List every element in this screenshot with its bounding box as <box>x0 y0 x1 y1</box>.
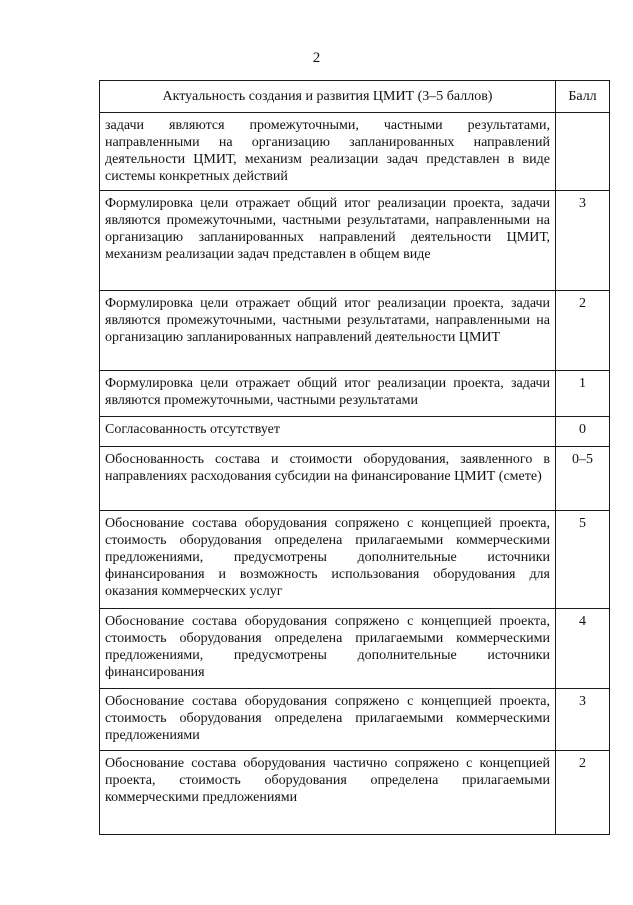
criterion-text: Согласованность отсутствует <box>100 417 556 447</box>
criterion-text: Формулировка цели отражает общий итог реализации проекта, задачи являются промежуточными, частными результатами, направленными на организацию запланированных направлений деятельности ЦМИТ, механизм реализации задач представлен в общем виде <box>100 191 556 291</box>
criterion-column-header: Актуальность создания и развития ЦМИТ (3–5 баллов) <box>100 81 556 113</box>
score-column-header: Балл <box>556 81 610 113</box>
table-header-row <box>100 81 610 113</box>
score-cell: 3 <box>556 689 610 751</box>
score-cell: 2 <box>556 291 610 371</box>
page-number: 2 <box>312 50 321 66</box>
table-row <box>100 447 610 511</box>
table-row <box>100 609 610 689</box>
score-cell: 3 <box>556 191 610 291</box>
criterion-text: Обоснованность состава и стоимости оборудования, заявленного в направлениях расходования субсидии на финансирование ЦМИТ (смете) <box>100 447 556 511</box>
table-row <box>100 291 610 371</box>
score-cell: 5 <box>556 511 610 609</box>
criteria-table <box>99 80 610 835</box>
table-row <box>100 417 610 447</box>
criterion-text: Формулировка цели отражает общий итог реализации проекта, задачи являются промежуточными, частными результатами <box>100 371 556 417</box>
table-row <box>100 191 610 291</box>
criterion-text: Обоснование состава оборудования сопряжено с концепцией проекта, стоимость оборудования определена прилагаемыми коммерческими предложениями, предусмотрены дополнительные источники финансирования и возможность использования оборудования для оказания коммерческих услуг <box>100 511 556 609</box>
criterion-text: задачи являются промежуточными, частными результатами, направленными на организацию запланированных направлений деятельности ЦМИТ, механизм реализации задач представлен в виде системы конкретных действий <box>100 113 556 191</box>
score-cell: 2 <box>556 751 610 835</box>
table-row <box>100 689 610 751</box>
table-row <box>100 751 610 835</box>
score-cell <box>556 113 610 191</box>
score-cell: 1 <box>556 371 610 417</box>
score-cell: 0 <box>556 417 610 447</box>
criterion-text: Формулировка цели отражает общий итог реализации проекта, задачи являются промежуточными, частными результатами, направленными на организацию запланированных направлений деятельности ЦМИТ <box>100 291 556 371</box>
criterion-text: Обоснование состава оборудования сопряжено с концепцией проекта, стоимость оборудования определена прилагаемыми коммерческими предложениями, предусмотрены дополнительные источники финансирования <box>100 609 556 689</box>
criterion-text: Обоснование состава оборудования частично сопряжено с концепцией проекта, стоимость оборудования определена прилагаемыми коммерческими предложениями <box>100 751 556 835</box>
table-row <box>100 511 610 609</box>
score-cell: 4 <box>556 609 610 689</box>
score-cell: 0–5 <box>556 447 610 511</box>
table-row <box>100 371 610 417</box>
criterion-text: Обоснование состава оборудования сопряжено с концепцией проекта, стоимость оборудования определена прилагаемыми коммерческими предложениями <box>100 689 556 751</box>
table-row <box>100 113 610 191</box>
